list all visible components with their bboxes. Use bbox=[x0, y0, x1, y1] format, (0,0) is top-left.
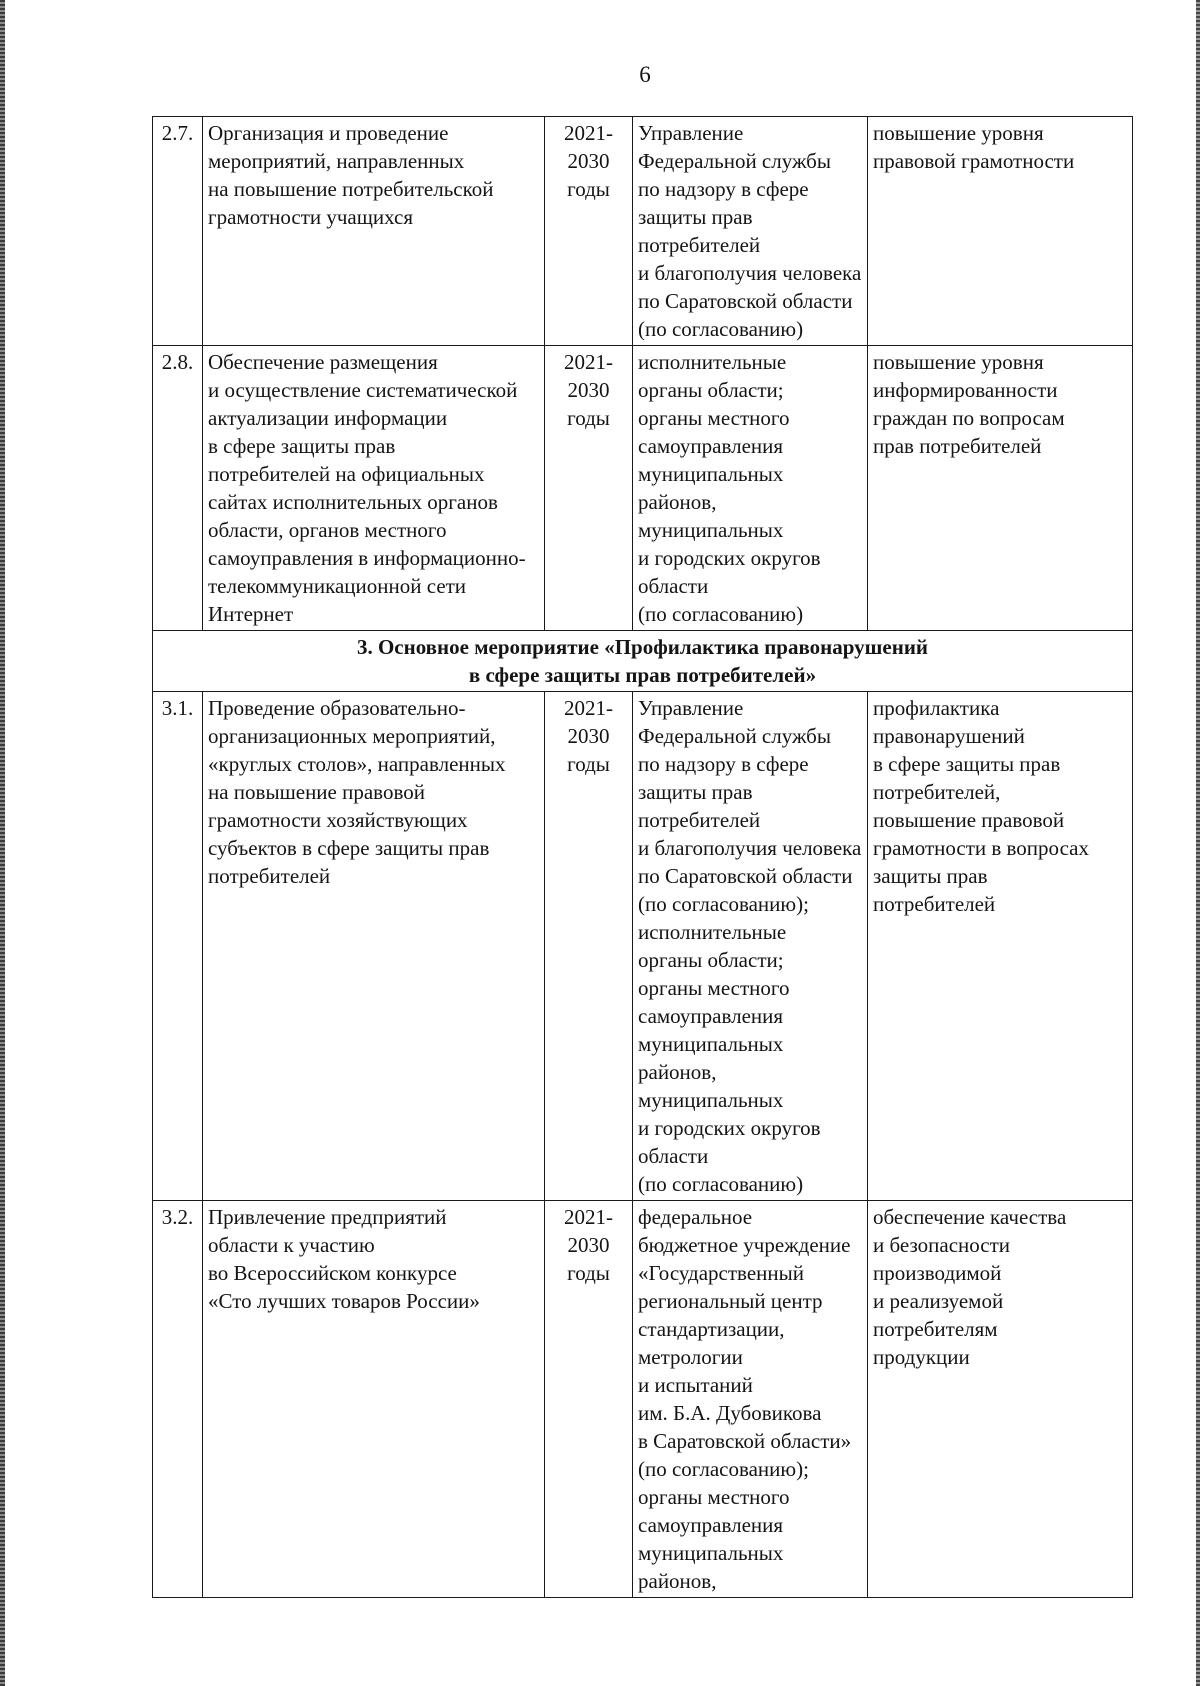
result-line: профилактика bbox=[873, 696, 1000, 720]
activity-line: «Сто лучших товаров России» bbox=[208, 1289, 480, 1313]
executors-line: органы местного bbox=[638, 406, 790, 430]
executors-line: самоуправления bbox=[638, 1004, 784, 1028]
executors-cell bbox=[633, 346, 868, 631]
period-line: 2021- bbox=[564, 121, 613, 145]
executors-line: и городских округов bbox=[638, 1116, 821, 1140]
executors-line: метрологии bbox=[638, 1345, 743, 1369]
executors-cell bbox=[633, 692, 868, 1201]
activity-line: Проведение образовательно- bbox=[208, 696, 466, 720]
period-cell bbox=[545, 1201, 633, 1598]
executors-line: самоуправления bbox=[638, 1513, 784, 1537]
executors-line: по надзору в сфере bbox=[638, 177, 809, 201]
executors-line: районов, bbox=[638, 1060, 717, 1084]
item-number: 2.8. bbox=[153, 346, 203, 631]
executors-line: потребителей bbox=[638, 808, 761, 832]
executors-line: потребителей bbox=[638, 233, 761, 257]
executors-line: органы местного bbox=[638, 976, 790, 1000]
result-line: в сфере защиты прав bbox=[873, 752, 1061, 776]
activity-line: Организация и проведение bbox=[208, 121, 449, 145]
result-line: повышение уровня bbox=[873, 121, 1044, 145]
executors-line: защиты прав bbox=[638, 205, 753, 229]
executors-line: Управление bbox=[638, 121, 744, 145]
executors-line: органы области; bbox=[638, 378, 784, 402]
executors-line: (по согласованию); bbox=[638, 892, 809, 916]
activity-line: сайтах исполнительных органов bbox=[208, 490, 498, 514]
period-line: 2021- bbox=[564, 696, 613, 720]
table-row bbox=[153, 117, 1133, 346]
executors-line: муниципальных bbox=[638, 462, 784, 486]
period-line: 2021- bbox=[564, 1205, 613, 1229]
period-cell bbox=[545, 117, 633, 346]
executors-line: органы местного bbox=[638, 1485, 790, 1509]
executors-line: исполнительные bbox=[638, 350, 787, 374]
executors-cell bbox=[633, 117, 868, 346]
executors-line: по Саратовской области bbox=[638, 289, 853, 313]
result-line: производимой bbox=[873, 1261, 1002, 1285]
executors-line: бюджетное учреждение bbox=[638, 1233, 851, 1257]
item-number: 2.7. bbox=[153, 117, 203, 346]
activity-line: грамотности учащихся bbox=[208, 205, 414, 229]
result-line: граждан по вопросам bbox=[873, 406, 1065, 430]
activity-line: области, органов местного bbox=[208, 518, 447, 542]
executors-line: региональный центр bbox=[638, 1289, 823, 1313]
activity-line: и осуществление систематической bbox=[208, 378, 518, 402]
result-line: повышение правовой bbox=[873, 808, 1065, 832]
activity-line: в сфере защиты прав bbox=[208, 434, 396, 458]
executors-line: области bbox=[638, 1144, 709, 1168]
activity-line: организационных мероприятий, bbox=[208, 724, 496, 748]
executors-line: им. Б.А. Дубовикова bbox=[638, 1401, 822, 1425]
activity-line: потребителей на официальных bbox=[208, 462, 485, 486]
scan-edge-right bbox=[1196, 0, 1200, 1686]
result-cell bbox=[868, 117, 1133, 346]
period-line: годы bbox=[567, 752, 610, 776]
period-cell bbox=[545, 346, 633, 631]
activity-line: области к участию bbox=[208, 1233, 375, 1257]
table-row bbox=[153, 346, 1133, 631]
executors-line: по надзору в сфере bbox=[638, 752, 809, 776]
period-line: 2030 bbox=[567, 1233, 610, 1257]
executors-line: (по согласованию) bbox=[638, 1172, 804, 1196]
result-line: информированности bbox=[873, 378, 1058, 402]
result-line: и реализуемой bbox=[873, 1289, 1004, 1313]
result-line: обеспечение качества bbox=[873, 1205, 1067, 1229]
page-number: 6 bbox=[639, 62, 651, 87]
table-row bbox=[153, 692, 1133, 1201]
executors-line: и благополучия человека bbox=[638, 261, 862, 285]
activity-line: на повышение правовой bbox=[208, 780, 425, 804]
executors-line: районов, bbox=[638, 490, 717, 514]
executors-line: (по согласованию); bbox=[638, 1457, 809, 1481]
executors-line: стандартизации, bbox=[638, 1317, 785, 1341]
period-line: годы bbox=[567, 406, 610, 430]
result-line: продукции bbox=[873, 1345, 970, 1369]
activity-line: «круглых столов», направленных bbox=[208, 752, 506, 776]
executors-line: исполнительные bbox=[638, 920, 787, 944]
executors-cell bbox=[633, 1201, 868, 1598]
executors-line: муниципальных bbox=[638, 1032, 784, 1056]
activity-cell bbox=[203, 1201, 545, 1598]
executors-line: муниципальных bbox=[638, 518, 784, 542]
executors-line: (по согласованию) bbox=[638, 317, 804, 341]
period-cell bbox=[545, 692, 633, 1201]
executors-line: органы области; bbox=[638, 948, 784, 972]
section-row bbox=[153, 631, 1133, 692]
result-line: потребителей bbox=[873, 892, 996, 916]
executors-line: в Саратовской области» bbox=[638, 1429, 852, 1453]
executors-line: «Государственный bbox=[638, 1261, 804, 1285]
activity-line: на повышение потребительской bbox=[208, 177, 494, 201]
section-title: 3. Основное мероприятие «Профилактика правонарушений в сфере защиты прав потребителей» bbox=[153, 631, 1133, 692]
result-line: потребителям bbox=[873, 1317, 998, 1341]
executors-line: федеральное bbox=[638, 1205, 753, 1229]
executors-line: самоуправления bbox=[638, 434, 784, 458]
executors-line: защиты прав bbox=[638, 780, 753, 804]
executors-line: (по согласованию) bbox=[638, 602, 804, 626]
executors-line: районов, bbox=[638, 1569, 717, 1593]
executors-line: Федеральной службы bbox=[638, 149, 831, 173]
period-line: 2021- bbox=[564, 350, 613, 374]
activity-line: грамотности хозяйствующих bbox=[208, 808, 468, 832]
executors-line: и благополучия человека bbox=[638, 836, 862, 860]
activity-cell bbox=[203, 692, 545, 1201]
table-row bbox=[153, 1201, 1133, 1598]
period-line: годы bbox=[567, 1261, 610, 1285]
result-line: защиты прав bbox=[873, 864, 988, 888]
executors-line: муниципальных bbox=[638, 1541, 784, 1565]
period-line: 2030 bbox=[567, 378, 610, 402]
executors-line: муниципальных bbox=[638, 1088, 784, 1112]
activity-line: самоуправления в информационно- bbox=[208, 546, 526, 570]
result-line: грамотности в вопросах bbox=[873, 836, 1089, 860]
result-line: потребителей, bbox=[873, 780, 1001, 804]
scan-edge-left bbox=[0, 0, 5, 1686]
item-number: 3.2. bbox=[153, 1201, 203, 1598]
result-cell bbox=[868, 1201, 1133, 1598]
result-cell bbox=[868, 692, 1133, 1201]
result-line: прав потребителей bbox=[873, 434, 1042, 458]
activity-line: мероприятий, направленных bbox=[208, 149, 465, 173]
activity-line: потребителей bbox=[208, 864, 331, 888]
activity-line: телекоммуникационной сети bbox=[208, 574, 467, 598]
executors-line: Управление bbox=[638, 696, 744, 720]
activity-cell bbox=[203, 346, 545, 631]
activity-line: актуализации информации bbox=[208, 406, 448, 430]
result-cell bbox=[868, 346, 1133, 631]
result-line: правовой грамотности bbox=[873, 149, 1075, 173]
activity-line: во Всероссийском конкурсе bbox=[208, 1261, 457, 1285]
executors-line: области bbox=[638, 574, 709, 598]
result-line: повышение уровня bbox=[873, 350, 1044, 374]
activity-line: Обеспечение размещения bbox=[208, 350, 438, 374]
executors-line: и испытаний bbox=[638, 1373, 753, 1397]
item-number: 3.1. bbox=[153, 692, 203, 1201]
executors-line: по Саратовской области bbox=[638, 864, 853, 888]
activity-line: субъектов в сфере защиты прав bbox=[208, 836, 490, 860]
activities-table bbox=[152, 116, 1133, 1598]
period-line: годы bbox=[567, 177, 610, 201]
result-line: и безопасности bbox=[873, 1233, 1011, 1257]
period-line: 2030 bbox=[567, 724, 610, 748]
activity-cell bbox=[203, 117, 545, 346]
period-line: 2030 bbox=[567, 149, 610, 173]
result-line: правонарушений bbox=[873, 724, 1025, 748]
activity-line: Привлечение предприятий bbox=[208, 1205, 447, 1229]
executors-line: и городских округов bbox=[638, 546, 821, 570]
activity-line: Интернет bbox=[208, 602, 294, 626]
executors-line: Федеральной службы bbox=[638, 724, 831, 748]
